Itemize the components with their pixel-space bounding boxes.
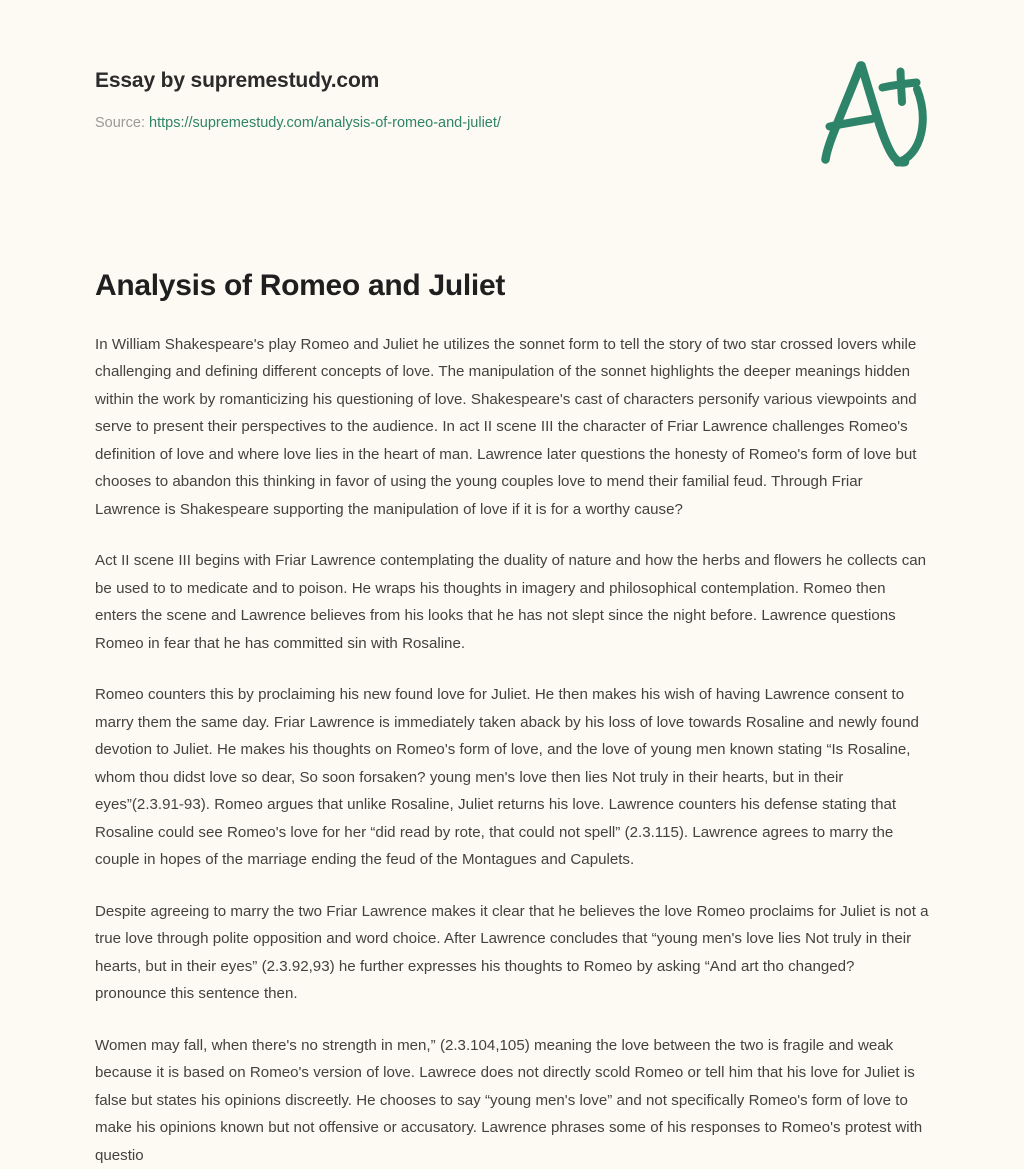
byline: Essay by supremestudy.com (95, 69, 380, 92)
source-label: Source: (95, 115, 145, 132)
source-line (95, 114, 501, 133)
page-title: Analysis of Romeo and Juliet (95, 269, 506, 302)
a-plus-logo-icon (816, 59, 936, 171)
paragraph: Women may fall, when there's no strength in men,” (2.3.104,105) meaning the love between the two is fragile and weak because it is based on Romeo's version of love. Lawrece does not directly scold Romeo or tell him that his love for Juliet is false but states his opinions discreetly. He chooses to say “young men's love” and not specifically Romeo's form of love to make his opinions known but not offensive or accusatory. Lawrence phrases some of his responses to Romeo's protest with questio (95, 1036, 923, 1164)
article-body (95, 331, 930, 1169)
header-text-block (95, 57, 501, 133)
page-header (95, 0, 930, 171)
paragraph: In William Shakespeare's play Romeo and Juliet he utilizes the sonnet form to tell the story of two star crossed lovers while challenging and defining different concepts of love. The manipulation of the sonnet highlights the deeper meanings hidden within the work by romanticizing his questioning of love. Shakespeare's cast of characters personify various viewpoints and serve to present their perspectives to the audience. In act II scene III the character of Friar Lawrence challenges Romeo's definition of love and where love lies in the heart of man. Lawrence later questions the honesty of Romeo's form of love but chooses to abandon this thinking in favor of using the young couples love to mend their familial feud. Through Friar Lawrence is Shakespeare supporting the manipulation of love if it is for a worthy cause? (95, 335, 917, 518)
paragraph: Romeo counters this by proclaiming his new found love for Juliet. He then makes his wish of having Lawrence consent to marry them the same day. Friar Lawrence is immediately taken aback by his loss of love towards Rosaline and newly found devotion to Juliet. He makes his thoughts on Romeo's form of love, and the love of young men known stating “Is Rosaline, whom thou didst love so dear, So soon forsaken? young men's love then lies Not truly in their hearts, but in their eyes”(2.3.91-93). Romeo argues that unlike Rosaline, Juliet returns his love. Lawrence counters his defense stating that Rosaline could see Romeo's love for her “did read by rote, that could not spell” (2.3.115). Lawrence agrees to marry the couple in hopes of the marriage ending the feud of the Montagues and Capulets. (95, 686, 919, 869)
article (95, 171, 930, 1169)
paragraph: Despite agreeing to marry the two Friar Lawrence makes it clear that he believes the love Romeo proclaims for Juliet is not a true love through polite opposition and word choice. After Lawrence concludes that “young men's love lies Not truly in their hearts, but in their eyes” (2.3.92,93) he further expresses his thoughts to Romeo by asking “And art tho changed? pronounce this sentence then. (95, 902, 929, 1003)
source-url-link[interactable]: https://supremestudy.com/analysis-of-romeo-and-juliet/ (149, 115, 501, 132)
paragraph: Act II scene III begins with Friar Lawrence contemplating the duality of nature and how the herbs and flowers he collects can be used to to medicate and to poison. He wraps his thoughts in imagery and philosophical contemplation. Romeo then enters the scene and Lawrence believes from his looks that he has not slept since the night before. Lawrence questions Romeo in fear that he has committed sin with Rosaline. (95, 552, 927, 652)
